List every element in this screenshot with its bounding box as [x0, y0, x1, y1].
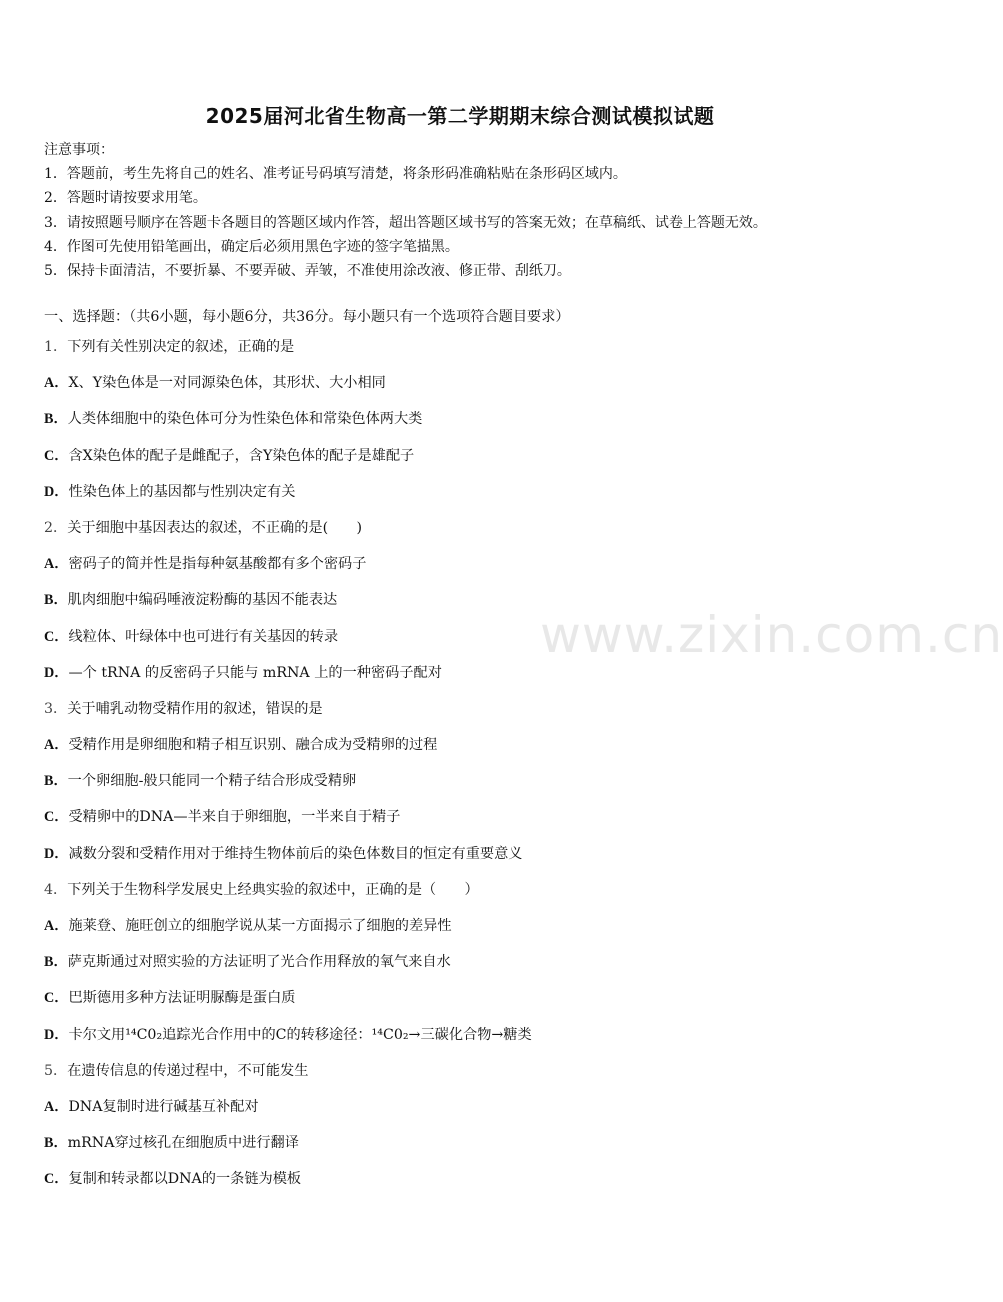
option-text: 卡尔文用¹⁴C0₂追踪光合作用中的C的转移途径：¹⁴C0₂→三碳化合物→糖类	[68, 1026, 532, 1043]
question-number: 2．	[44, 519, 68, 536]
option-letter: A．	[44, 918, 69, 934]
option-text: 受精作用是卵细胞和精子相互识别、融合成为受精卵的过程	[68, 737, 438, 754]
option-text: 性染色体上的基因都与性别决定有关	[68, 483, 296, 500]
page-title: 2025届河北省生物高一第二学期期末综合测试模拟试题	[205, 104, 715, 128]
option-letter: D．	[44, 483, 69, 500]
option-letter: B．	[44, 1135, 68, 1152]
option-text: 减数分裂和受精作用对于维持生物体前后的染色体数目的恒定有重要意义	[68, 845, 523, 862]
option-text: 萨克斯通过对照实验的方法证明了光合作用释放的氧气来自水	[67, 954, 451, 971]
option-c	[44, 806, 894, 842]
option-text: 线粒体、叶绿体中也可进行有关基因的转录	[68, 628, 339, 645]
option-text: 含X染色体的配子是雌配子，含Y染色体的配子是雄配子	[68, 447, 415, 464]
option-c	[44, 445, 894, 481]
option-d	[44, 662, 894, 698]
notice-item: 1．答题前，考生先将自己的姓名、准考证号码填写清楚，将条形码准确粘贴在条形码区域内。	[44, 166, 627, 183]
option-letter: C．	[44, 447, 69, 464]
notice-item: 4．作图可先使用铅笔画出，确定后必须用黑色字迹的签字笔描黑。	[44, 238, 459, 255]
question-stem	[44, 1060, 894, 1096]
option-letter: B．	[44, 954, 68, 971]
option-a	[44, 915, 894, 951]
notice-item: 2．答题时请按要求用笔。	[44, 190, 207, 207]
option-letter: B．	[44, 773, 68, 790]
option-a	[44, 734, 894, 770]
option-text: DNA复制时进行碱基互补配对	[68, 1098, 259, 1115]
option-letter: C．	[44, 990, 69, 1007]
question-stem	[44, 879, 894, 915]
question-text: 下列有关性别决定的叙述，正确的是	[67, 339, 295, 355]
option-b	[44, 951, 894, 987]
option-text: 人类体细胞中的染色体可分为性染色体和常染色体两大类	[67, 411, 423, 428]
option-c	[44, 987, 894, 1023]
option-letter: A．	[44, 1098, 69, 1115]
option-a	[44, 372, 894, 408]
option-b	[44, 589, 894, 625]
option-d	[44, 843, 894, 879]
question-text: 关于哺乳动物受精作用的叙述，错误的是	[67, 700, 323, 717]
option-letter: D．	[44, 664, 69, 681]
question-number: 3．	[44, 700, 68, 717]
question-stem	[44, 698, 894, 734]
notice-block	[44, 138, 894, 283]
option-text: X、Y染色体是一对同源染色体，其形状、大小相同	[68, 375, 386, 392]
option-letter: D．	[44, 1026, 69, 1043]
option-text: 复制和转录都以DNA的一条链为模板	[68, 1171, 302, 1188]
option-text: 施莱登、施旺创立的细胞学说从某一方面揭示了细胞的差异性	[68, 918, 452, 934]
option-letter: D．	[44, 845, 69, 862]
option-letter: A．	[44, 556, 69, 573]
option-a	[44, 1096, 894, 1132]
question-stem	[44, 336, 894, 372]
option-letter: C．	[44, 809, 69, 826]
option-b	[44, 408, 894, 444]
question-list	[44, 336, 894, 1205]
option-text: 肌肉细胞中编码唾液淀粉酶的基因不能表达	[67, 592, 338, 609]
option-text: 巴斯德用多种方法证明脲酶是蛋白质	[68, 990, 296, 1007]
question-number: 1．	[44, 339, 68, 355]
question-stem	[44, 517, 894, 553]
option-letter: B．	[44, 411, 68, 428]
question-text: 关于细胞中基因表达的叙述，不正确的是( )	[67, 519, 363, 536]
option-b	[44, 1132, 894, 1168]
question-text: 下列关于生物科学发展史上经典实验的叙述中，正确的是（ ）	[67, 881, 479, 898]
option-text: 受精卵中的DNA—半来自于卵细胞，一半来自于精子	[68, 809, 401, 826]
option-text: 一个卵细胞-般只能同一个精子结合形成受精卵	[67, 773, 357, 790]
option-letter: C．	[44, 1171, 69, 1188]
option-a	[44, 553, 894, 589]
option-letter: A．	[44, 375, 69, 392]
question-text: 在遗传信息的传递过程中，不可能发生	[67, 1062, 309, 1079]
option-text: 密码子的简并性是指每种氨基酸都有多个密码子	[68, 556, 367, 573]
option-text: mRNA穿过核孔在细胞质中进行翻译	[67, 1135, 299, 1152]
question-number: 5．	[44, 1062, 68, 1079]
notice-item: 3．请按照题号顺序在答题卡各题目的答题区域内作答，超出答题区域书写的答案无效；在草稿纸、试卷上答题无效。	[44, 214, 767, 231]
option-d	[44, 481, 894, 517]
section-heading: 一、选择题：（共6小题，每小题6分，共36分。每小题只有一个选项符合题目要求）	[44, 309, 570, 325]
option-letter: A．	[44, 737, 69, 754]
option-c	[44, 1168, 894, 1204]
notice-item: 5．保持卡面清洁，不要折暴、不要弄破、弄皱，不准使用涂改液、修正带、刮纸刀。	[44, 263, 571, 280]
option-letter: B．	[44, 592, 68, 609]
option-d	[44, 1024, 894, 1060]
option-letter: C．	[44, 628, 69, 645]
notice-heading: 注意事项：	[44, 142, 114, 158]
option-c	[44, 626, 894, 662]
question-number: 4．	[44, 881, 68, 898]
option-text: —个 tRNA 的反密码子只能与 mRNA 上的一种密码子配对	[68, 664, 442, 681]
option-b	[44, 770, 894, 806]
watermark: www.zixin.com.cn	[540, 606, 1003, 664]
